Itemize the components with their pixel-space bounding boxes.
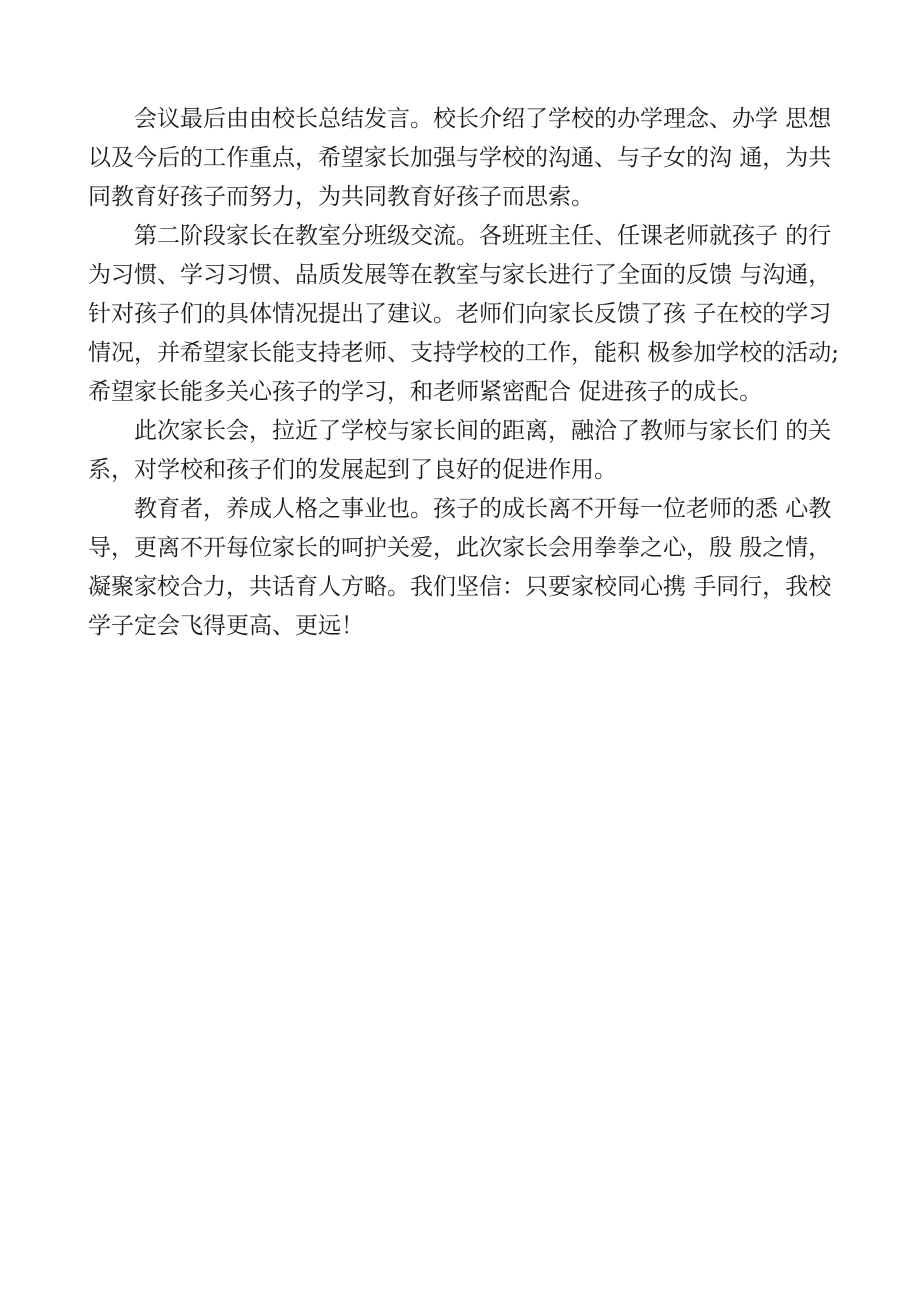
paragraph-line: 希望家长能多关心孩子的学习，和老师紧密配合 促进孩子的成长。 — [88, 379, 763, 405]
paragraph-line: 会议最后由由校长总结发言。校长介绍了学校的办学理念、办学 思想 — [134, 106, 832, 132]
paragraph-class-exchange — [88, 217, 848, 412]
paragraph-line: 第二阶段家长在教室分班级交流。各班班主任、任课老师就孩子 的行 — [134, 223, 832, 249]
paragraph-line: 情况，并希望家长能支持老师、支持学校的工作，能积 极参加学校的活动; — [88, 340, 840, 366]
paragraph-line: 凝聚家校合力，共话育人方略。我们坚信：只要家校同心携 手同行，我校 — [88, 574, 832, 600]
paragraph-line: 导，更离不开每位家长的呵护关爱，此次家长会用拳拳之心，殷 殷之情， — [88, 535, 832, 561]
paragraph-line: 针对孩子们的具体情况提出了建议。老师们向家长反馈了孩 子在校的学习 — [88, 301, 832, 327]
paragraph-line: 以及今后的工作重点，希望家长加强与学校的沟通、与子女的沟 通，为共 — [88, 145, 832, 171]
paragraph-line: 此次家长会，拉近了学校与家长间的距离，融洽了教师与家长们 的关 — [134, 418, 832, 444]
paragraph-meeting-effect — [88, 412, 848, 490]
paragraph-line: 系，对学校和孩子们的发展起到了良好的促进作用。 — [88, 457, 617, 483]
paragraph-line: 同教育好孩子而努力，为共同教育好孩子而思索。 — [88, 184, 594, 210]
paragraph-line: 为习惯、学习习惯、品质发展等在教室与家长进行了全面的反馈 与沟通， — [88, 262, 832, 288]
paragraph-line: 教育者，养成人格之事业也。孩子的成长离不开每一位老师的悉 心教 — [134, 496, 832, 522]
document-body — [88, 100, 848, 646]
paragraph-principal-summary — [88, 100, 848, 217]
paragraph-conclusion — [88, 490, 848, 646]
paragraph-line: 学子定会飞得更高、更远！ — [88, 613, 364, 639]
